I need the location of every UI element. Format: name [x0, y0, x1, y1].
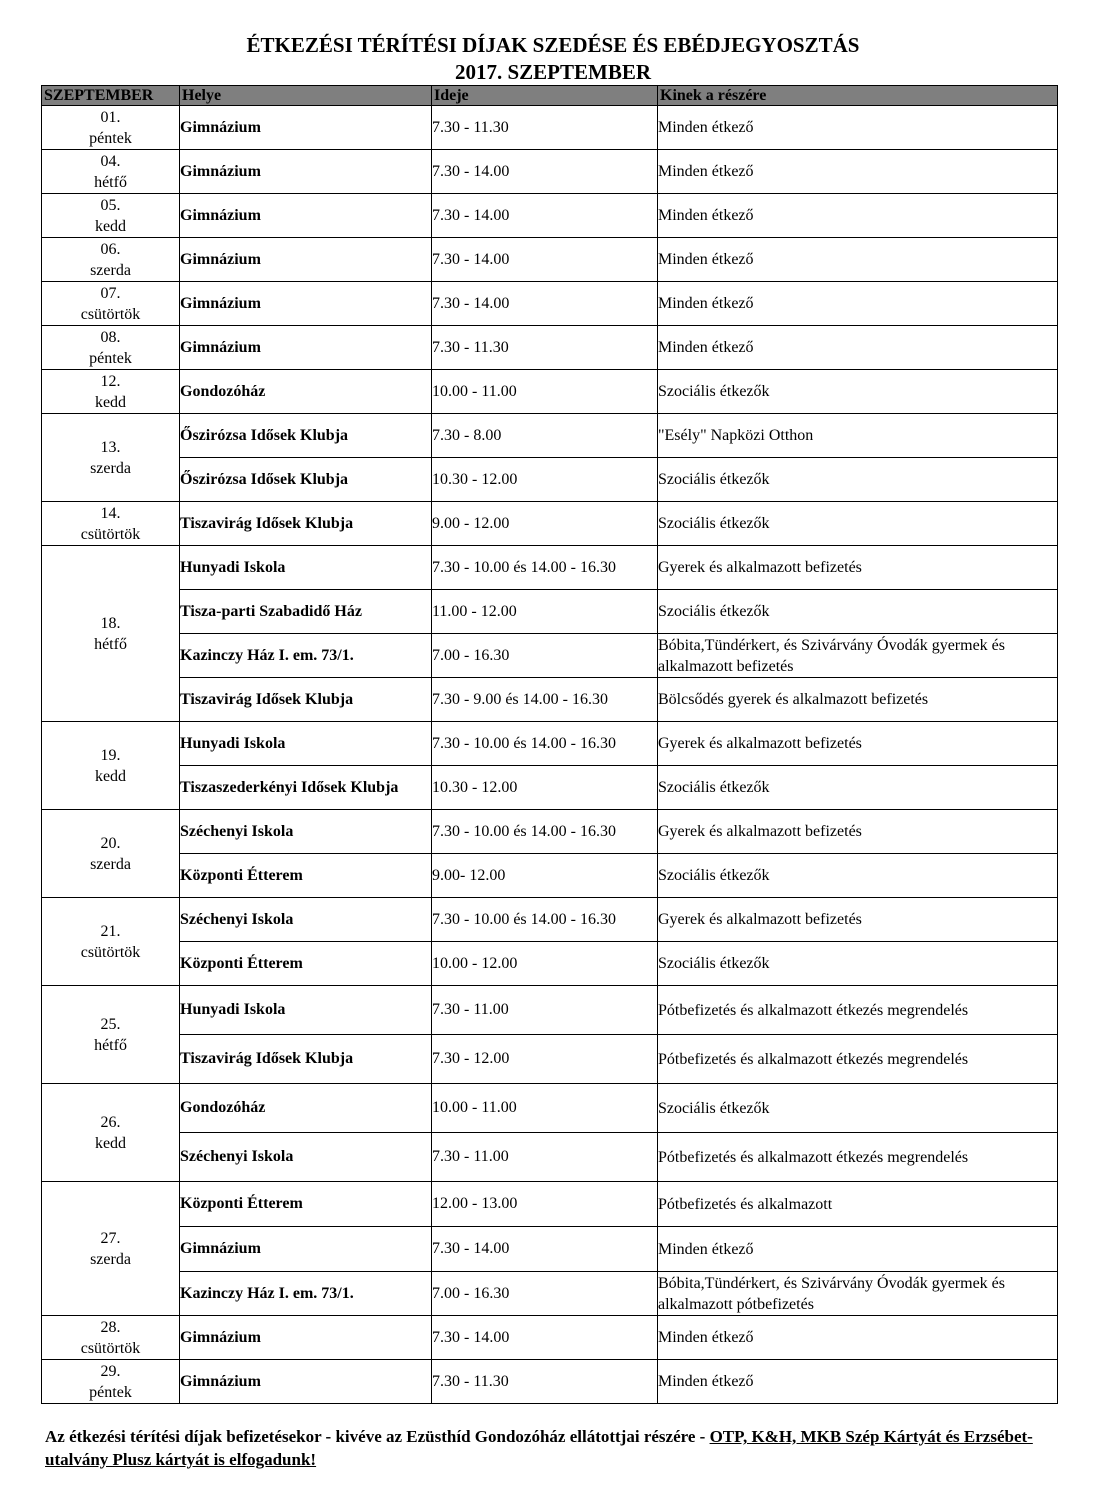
table-row: [42, 458, 1058, 502]
date-cell: [42, 1182, 180, 1316]
time-cell: 10.00 - 11.00: [432, 370, 658, 414]
place-cell: Hunyadi Iskola: [180, 722, 432, 766]
weekday: szerda: [90, 261, 131, 279]
weekday: péntek: [89, 349, 132, 367]
table-row: [42, 1227, 1058, 1272]
weekday: kedd: [94, 217, 127, 235]
recipient-cell: Szociális étkezők: [658, 766, 1058, 810]
place-cell: Gondozóház: [180, 1084, 432, 1133]
date-cell: [42, 1084, 180, 1182]
recipient-cell: Bóbita,Tündérkert, és Szivárvány Óvodák gyermek és alkalmazott befizetés: [658, 634, 1058, 678]
table-row: [42, 546, 1058, 590]
weekday: szerda: [90, 855, 131, 873]
time-cell: 9.00 - 12.00: [432, 502, 658, 546]
date-cell: [42, 502, 180, 546]
day-number: 13.: [100, 438, 121, 456]
date-cell: [42, 194, 180, 238]
date-cell: [42, 898, 180, 986]
time-cell: 7.30 - 9.00 és 14.00 - 16.30: [432, 678, 658, 722]
table-row: [42, 238, 1058, 282]
time-cell: 7.30 - 14.00: [432, 282, 658, 326]
day-number: 07.: [100, 284, 121, 302]
time-cell: 7.30 - 11.30: [432, 1360, 658, 1404]
weekday: hétfő: [94, 173, 127, 191]
recipient-cell: Szociális étkezők: [658, 502, 1058, 546]
place-cell: Hunyadi Iskola: [180, 546, 432, 590]
date-cell: [42, 238, 180, 282]
column-header-time: Ideje: [432, 86, 658, 106]
table-row: [42, 326, 1058, 370]
place-cell: Gimnázium: [180, 106, 432, 150]
recipient-cell: Minden étkező: [658, 194, 1058, 238]
place-cell: Tiszavirág Idősek Klubja: [180, 1035, 432, 1084]
weekday: kedd: [94, 1134, 127, 1152]
table-row: [42, 370, 1058, 414]
place-cell: Kazinczy Ház I. em. 73/1.: [180, 634, 432, 678]
weekday: péntek: [89, 1383, 132, 1401]
place-cell: Tiszaszederkényi Idősek Klubja: [180, 766, 432, 810]
place-cell: Széchenyi Iskola: [180, 898, 432, 942]
time-cell: 7.30 - 10.00 és 14.00 - 16.30: [432, 546, 658, 590]
recipient-cell: Gyerek és alkalmazott befizetés: [658, 898, 1058, 942]
table-row: [42, 810, 1058, 854]
weekday: kedd: [94, 393, 127, 411]
recipient-cell: Szociális étkezők: [658, 458, 1058, 502]
date-cell: [42, 370, 180, 414]
column-header-month: SZEPTEMBER: [42, 86, 180, 106]
weekday: kedd: [94, 767, 127, 785]
recipient-cell: Gyerek és alkalmazott befizetés: [658, 810, 1058, 854]
weekday: csütörtök: [80, 305, 141, 323]
time-cell: 10.30 - 12.00: [432, 766, 658, 810]
date-cell: [42, 414, 180, 502]
recipient-cell: Bölcsődés gyerek és alkalmazott befizetés: [658, 678, 1058, 722]
table-row: [42, 634, 1058, 678]
day-number: 05.: [100, 196, 121, 214]
time-cell: 7.30 - 14.00: [432, 1227, 658, 1272]
day-number: 08.: [100, 328, 121, 346]
time-cell: 7.30 - 11.00: [432, 986, 658, 1035]
place-cell: Gimnázium: [180, 326, 432, 370]
place-cell: Gimnázium: [180, 1360, 432, 1404]
table-row: [42, 150, 1058, 194]
recipient-cell: Minden étkező: [658, 1227, 1058, 1272]
recipient-cell: Bóbita,Tündérkert, és Szivárvány Óvodák gyermek és alkalmazott pótbefizetés: [658, 1272, 1058, 1316]
place-cell: Gimnázium: [180, 282, 432, 326]
document-subtitle: 2017. SZEPTEMBER: [454, 60, 652, 84]
date-cell: [42, 722, 180, 810]
time-cell: 7.30 - 12.00: [432, 1035, 658, 1084]
place-cell: Tiszavirág Idősek Klubja: [180, 502, 432, 546]
place-cell: Központi Étterem: [180, 942, 432, 986]
time-cell: 12.00 - 13.00: [432, 1182, 658, 1227]
place-cell: Hunyadi Iskola: [180, 986, 432, 1035]
recipient-cell: Minden étkező: [658, 106, 1058, 150]
day-number: 01.: [100, 108, 121, 126]
time-cell: 7.30 - 14.00: [432, 194, 658, 238]
weekday: csütörtök: [80, 1339, 141, 1357]
place-cell: Központi Étterem: [180, 854, 432, 898]
table-row: [42, 1272, 1058, 1316]
recipient-cell: Szociális étkezők: [658, 370, 1058, 414]
schedule-body: [42, 106, 1058, 1404]
place-cell: Gimnázium: [180, 238, 432, 282]
place-cell: Őszirózsa Idősek Klubja: [180, 414, 432, 458]
place-cell: Széchenyi Iskola: [180, 810, 432, 854]
recipient-cell: Gyerek és alkalmazott befizetés: [658, 546, 1058, 590]
recipient-cell: Minden étkező: [658, 1316, 1058, 1360]
place-cell: Őszirózsa Idősek Klubja: [180, 458, 432, 502]
time-cell: 7.30 - 14.00: [432, 238, 658, 282]
table-row: [42, 678, 1058, 722]
table-row: [42, 942, 1058, 986]
table-row: [42, 766, 1058, 810]
time-cell: 9.00- 12.00: [432, 854, 658, 898]
schedule-table: [41, 85, 1058, 1404]
day-number: 26.: [100, 1113, 121, 1131]
date-cell: [42, 546, 180, 722]
weekday: péntek: [89, 129, 132, 147]
table-row: [42, 986, 1058, 1035]
time-cell: 7.30 - 14.00: [432, 150, 658, 194]
day-number: 14.: [100, 504, 121, 522]
recipient-cell: Minden étkező: [658, 326, 1058, 370]
time-cell: 10.00 - 11.00: [432, 1084, 658, 1133]
payment-note-text: Az étkezési térítési díjak befizetésekor - kivéve az Ezüsthíd Gondozóház ellátottjai részére -: [45, 1427, 710, 1446]
table-row: [42, 414, 1058, 458]
day-number: 19.: [100, 746, 121, 764]
table-row: [42, 502, 1058, 546]
weekday: csütörtök: [80, 525, 141, 543]
date-cell: [42, 1360, 180, 1404]
day-number: 18.: [100, 614, 121, 632]
table-row: [42, 898, 1058, 942]
table-row: [42, 106, 1058, 150]
recipient-cell: Pótbefizetés és alkalmazott étkezés megrendelés: [658, 1133, 1058, 1182]
day-number: 04.: [100, 152, 121, 170]
column-header-recipient: Kinek a részére: [658, 86, 1058, 106]
day-number: 12.: [100, 372, 121, 390]
time-cell: 7.00 - 16.30: [432, 634, 658, 678]
recipient-cell: Pótbefizetés és alkalmazott: [658, 1182, 1058, 1227]
recipient-cell: Minden étkező: [658, 150, 1058, 194]
recipient-cell: Minden étkező: [658, 282, 1058, 326]
date-cell: [42, 106, 180, 150]
time-cell: 7.30 - 11.30: [432, 106, 658, 150]
table-row: [42, 722, 1058, 766]
place-cell: Kazinczy Ház I. em. 73/1.: [180, 1272, 432, 1316]
weekday: hétfő: [94, 635, 127, 653]
weekday: szerda: [90, 459, 131, 477]
payment-note-cards: OTP, K&H, MKB Szép Kártyát és Erzsébet-utalvány Plusz kártyát is elfogadunk!: [45, 1427, 1033, 1469]
table-row: [42, 1035, 1058, 1084]
time-cell: 7.00 - 16.30: [432, 1272, 658, 1316]
place-cell: Tiszavirág Idősek Klubja: [180, 678, 432, 722]
column-header-place: Helye: [180, 86, 432, 106]
time-cell: 11.00 - 12.00: [432, 590, 658, 634]
time-cell: 7.30 - 8.00: [432, 414, 658, 458]
place-cell: Gimnázium: [180, 1316, 432, 1360]
day-number: 25.: [100, 1015, 121, 1033]
time-cell: 7.30 - 10.00 és 14.00 - 16.30: [432, 722, 658, 766]
recipient-cell: Minden étkező: [658, 1360, 1058, 1404]
place-cell: Széchenyi Iskola: [180, 1133, 432, 1182]
place-cell: Gondozóház: [180, 370, 432, 414]
date-cell: [42, 282, 180, 326]
day-number: 29.: [100, 1362, 121, 1380]
table-row: [42, 1360, 1058, 1404]
date-cell: [42, 1316, 180, 1360]
table-row: [42, 1084, 1058, 1133]
weekday: csütörtök: [80, 943, 141, 961]
recipient-cell: Szociális étkezők: [658, 854, 1058, 898]
time-cell: 7.30 - 10.00 és 14.00 - 16.30: [432, 898, 658, 942]
recipient-cell: Szociális étkezők: [658, 942, 1058, 986]
recipient-cell: Pótbefizetés és alkalmazott étkezés megrendelés: [658, 1035, 1058, 1084]
table-row: [42, 1316, 1058, 1360]
time-cell: 10.30 - 12.00: [432, 458, 658, 502]
table-header-row: [42, 86, 1058, 106]
day-number: 20.: [100, 834, 121, 852]
date-cell: [42, 326, 180, 370]
recipient-cell: Pótbefizetés és alkalmazott étkezés megrendelés: [658, 986, 1058, 1035]
place-cell: Központi Étterem: [180, 1182, 432, 1227]
place-cell: Tisza-parti Szabadidő Ház: [180, 590, 432, 634]
weekday: hétfő: [94, 1036, 127, 1054]
table-row: [42, 1182, 1058, 1227]
date-cell: [42, 150, 180, 194]
table-row: [42, 854, 1058, 898]
day-number: 27.: [100, 1229, 121, 1247]
recipient-cell: Gyerek és alkalmazott befizetés: [658, 722, 1058, 766]
day-number: 06.: [100, 240, 121, 258]
time-cell: 7.30 - 14.00: [432, 1316, 658, 1360]
place-cell: Gimnázium: [180, 194, 432, 238]
payment-note: [45, 1425, 1065, 1471]
recipient-cell: Szociális étkezők: [658, 1084, 1058, 1133]
time-cell: 7.30 - 11.30: [432, 326, 658, 370]
place-cell: Gimnázium: [180, 1227, 432, 1272]
day-number: 21.: [100, 922, 121, 940]
table-row: [42, 1133, 1058, 1182]
recipient-cell: Szociális étkezők: [658, 590, 1058, 634]
table-row: [42, 590, 1058, 634]
time-cell: 10.00 - 12.00: [432, 942, 658, 986]
time-cell: 7.30 - 10.00 és 14.00 - 16.30: [432, 810, 658, 854]
recipient-cell: Minden étkező: [658, 238, 1058, 282]
day-number: 28.: [100, 1318, 121, 1336]
place-cell: Gimnázium: [180, 150, 432, 194]
document-title: ÉTKEZÉSI TÉRÍTÉSI DÍJAK SZEDÉSE ÉS EBÉDJEGYOSZTÁS: [246, 33, 860, 57]
date-cell: [42, 986, 180, 1084]
date-cell: [42, 810, 180, 898]
weekday: szerda: [90, 1250, 131, 1268]
table-row: [42, 194, 1058, 238]
table-row: [42, 282, 1058, 326]
time-cell: 7.30 - 11.00: [432, 1133, 658, 1182]
recipient-cell: "Esély" Napközi Otthon: [658, 414, 1058, 458]
